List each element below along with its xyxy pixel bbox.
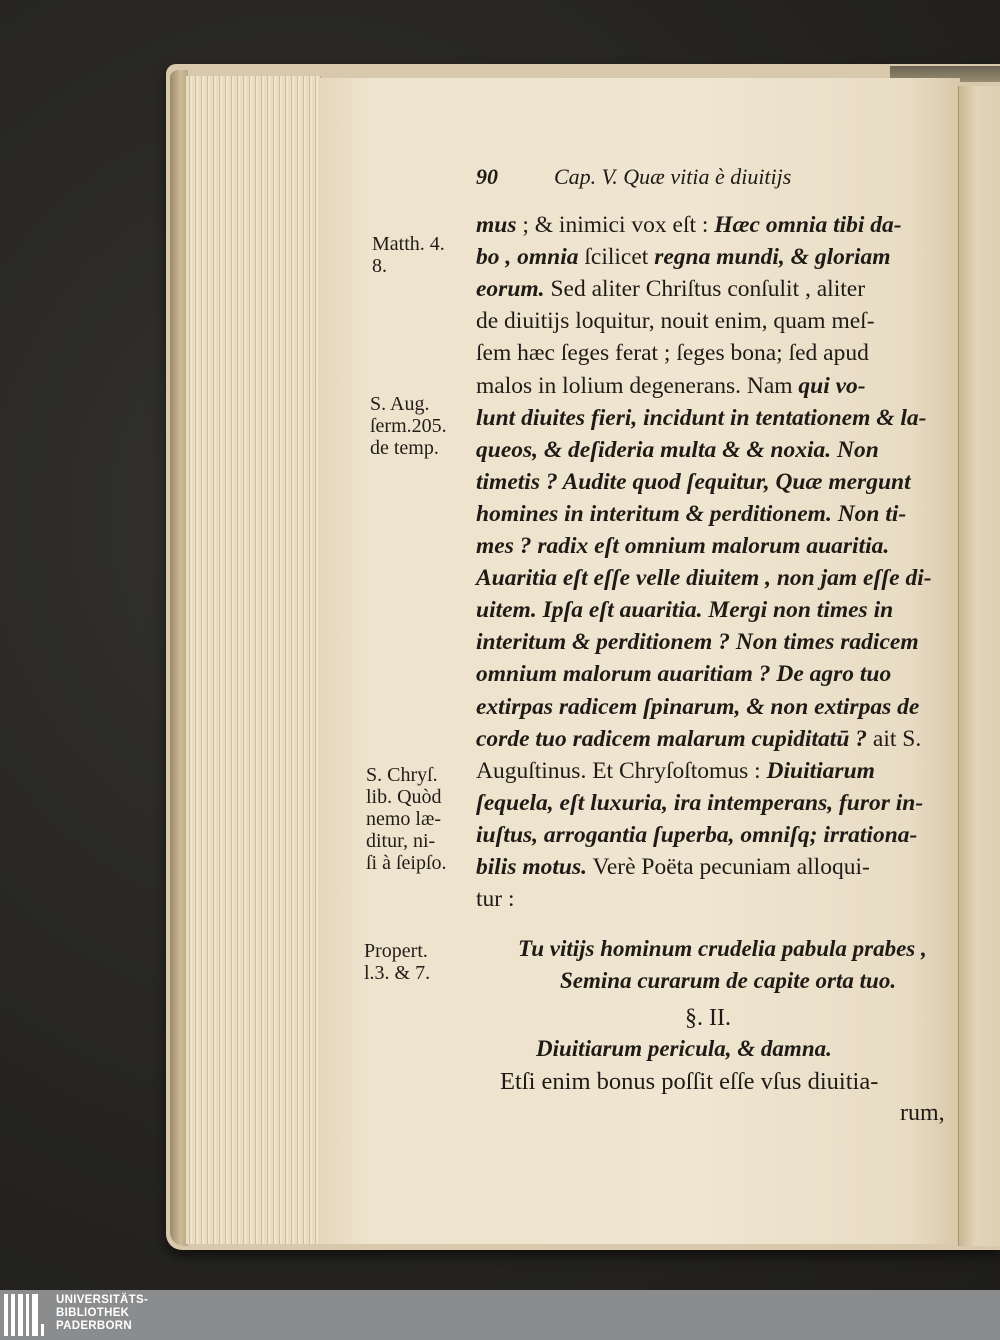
- body-text-segment: timetis ? Audite quod ſequitur, Quæ mergunt: [476, 468, 911, 495]
- body-text-segment: homines in interitum & perditionem. Non ti-: [476, 500, 907, 527]
- body-line: [476, 405, 927, 432]
- body-line: [476, 726, 921, 753]
- body-line: [476, 565, 932, 592]
- body-line: [476, 886, 515, 913]
- body-text-segment: ſcilicet: [578, 244, 655, 271]
- running-title: Cap. V. Quæ vitia è diuitijs: [554, 164, 792, 189]
- logo-line-3: PADERBORN: [56, 1320, 132, 1332]
- library-logo-icon: [4, 1294, 46, 1336]
- body-line: [476, 340, 869, 367]
- body-text-segment: lunt diuites fieri, incidunt in tentationem & la-: [476, 404, 927, 431]
- body-line: [476, 373, 866, 400]
- body-line: [476, 661, 891, 688]
- body-line: [476, 533, 889, 560]
- body-line: [476, 758, 875, 785]
- body-text-segment: ſequela, eſt luxuria, ira intemperans, furor in-: [476, 789, 924, 816]
- body-line: [476, 308, 875, 335]
- logo-line-1: UNIVERSITÄTS-: [56, 1294, 149, 1306]
- body-text-segment: corde tuo radicem malarum cupiditatū ?: [476, 725, 868, 752]
- page-leaves-edge: [186, 76, 321, 1244]
- body-text-segment: uitem. Ipſa eſt auaritia. Mergi non times in: [476, 597, 894, 624]
- body-text-segment: Verè Poëta pecuniam alloqui-: [587, 854, 870, 880]
- body-text-segment: Diuitiarum: [766, 757, 875, 784]
- body-text-segment: Hæc omnia tibi da-: [714, 212, 902, 238]
- page-number: 90: [476, 164, 498, 189]
- body-text-segment: regna mundi, & gloriam: [654, 244, 891, 271]
- body-line: [476, 694, 919, 721]
- body-text-segment: iuſtus, arrogantia ſuperba, omniſq; irrationa-: [476, 821, 918, 848]
- body-text-segment: qui vo-: [798, 372, 866, 399]
- body-text-segment: eorum.: [476, 276, 545, 303]
- verse-line-1: Tu vitijs hominum crudelia pabula prabes ,: [518, 936, 927, 961]
- body-text-segment: ; & inimici vox eſt :: [516, 212, 715, 238]
- body-text-segment: tur :: [476, 886, 515, 913]
- body-text-segment: Sed aliter Chriſtus conſulit , aliter: [544, 276, 866, 303]
- body-text-segment: bilis motus.: [476, 854, 588, 880]
- margin-note-matthew: Matth. 4. 8.: [372, 233, 445, 277]
- body-text-segment: omnium malorum auaritiam ? De agro tuo: [476, 661, 892, 688]
- body-text-segment: mus: [476, 212, 517, 238]
- tail-line-1: Etſi enim bonus poſſit eſſe vſus diuitia-: [500, 1068, 879, 1095]
- body-line: [476, 276, 865, 303]
- body-line: [476, 854, 870, 881]
- tail-line-2: rum,: [900, 1100, 945, 1126]
- body-text-segment: de diuitijs loquitur, nouit enim, quam meſ-: [476, 308, 875, 335]
- logo-line-2: BIBLIOTHEK: [56, 1307, 130, 1319]
- body-text-segment: ſem hæc ſeges ferat ; ſeges bona; ſed apud: [476, 340, 869, 367]
- body-line: [476, 212, 902, 239]
- footer-bar: [0, 1290, 1000, 1340]
- body-text-segment: ait S.: [867, 725, 922, 752]
- facing-page-edge: [958, 86, 1000, 1246]
- body-line: [476, 629, 919, 656]
- body-line: [476, 597, 893, 624]
- body-line: [476, 501, 906, 528]
- section-title: Diuitiarum pericula, & damna.: [536, 1036, 832, 1061]
- margin-note-propertius: Propert. l.3. & 7.: [364, 940, 431, 984]
- body-text-segment: mes ? radix eſt omnium malorum auaritia.: [476, 533, 890, 559]
- running-header: [476, 164, 791, 190]
- body-line: [476, 469, 911, 496]
- body-line: [476, 790, 923, 817]
- body-line: [476, 244, 891, 271]
- body-text-segment: malos in lolium degenerans. Nam: [476, 372, 799, 399]
- verse-line-2: Semina curarum de capite orta tuo.: [560, 968, 897, 993]
- body-line: [476, 437, 879, 464]
- body-line: [476, 822, 917, 849]
- body-text-segment: queos, & deſideria multa & & noxia. Non: [476, 436, 879, 463]
- body-text-segment: Auguſtinus. Et Chryſoſtomus :: [476, 757, 767, 784]
- body-text-segment: extirpas radicem ſpinarum, & non extirpas de: [476, 693, 920, 720]
- body-text-segment: bo , omnia: [476, 244, 579, 271]
- body-text-segment: interitum & perditionem ? Non times radicem: [476, 629, 919, 656]
- margin-note-chrysostom: S. Chryſ. lib. Quòd nemo læ- ditur, ni- ſi à ſeipſo.: [366, 764, 447, 874]
- body-text-segment: Auaritia eſt eſſe velle diuitem , non jam eſſe di-: [476, 565, 932, 592]
- margin-note-augustine: S. Aug. ſerm.205. de temp.: [370, 393, 447, 459]
- library-logo-text: [56, 1294, 148, 1333]
- section-mark: §. II.: [685, 1005, 731, 1031]
